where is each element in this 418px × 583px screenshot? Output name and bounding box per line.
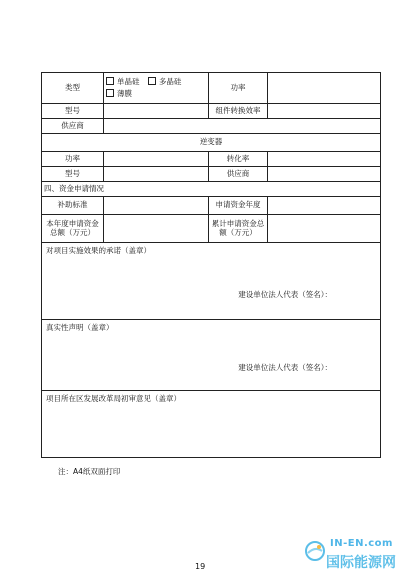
truthfulness-row	[42, 320, 381, 391]
type-label: 类型	[42, 73, 104, 104]
review-row	[42, 391, 381, 458]
inv-power-label: 功率	[42, 152, 104, 167]
page-number: 19	[195, 562, 206, 571]
subsidy-label: 补助标准	[42, 197, 104, 215]
apply-year-field[interactable]	[268, 197, 381, 215]
truthfulness-title: 真实性声明（盖章）	[46, 323, 114, 332]
option-thin-film[interactable]: 薄膜	[106, 89, 132, 98]
efficiency-field[interactable]	[268, 104, 381, 119]
efficiency-label: 组件转换效率	[209, 104, 268, 119]
apply-year-label: 申请资金年度	[209, 197, 268, 215]
globe-logo-icon	[304, 540, 326, 562]
model-field[interactable]	[104, 104, 209, 119]
module-type-row	[42, 73, 381, 104]
commitment-signature-label: 建设单位法人代表（签名）：	[238, 290, 332, 299]
model-label: 型号	[42, 104, 104, 119]
total-label: 累计申请资金总额（万元）	[209, 215, 268, 243]
power-field[interactable]	[268, 73, 381, 104]
subsidy-row	[42, 197, 381, 215]
inverter-power-row	[42, 152, 381, 167]
this-year-field[interactable]	[104, 215, 209, 243]
watermark-domain: IN-EN.com	[330, 538, 393, 549]
supplier-field[interactable]	[104, 119, 381, 134]
inverter-header-row	[42, 134, 381, 152]
checkbox-icon[interactable]	[148, 77, 156, 85]
truthfulness-cell[interactable]	[42, 320, 381, 391]
review-title: 项目所在区发展改革局初审意见（盖章）	[46, 394, 181, 403]
watermark-brand: 国际能源网	[326, 555, 396, 571]
section4-row	[42, 182, 381, 197]
print-note: 注：A4纸双面打印	[58, 467, 121, 476]
watermark	[304, 538, 414, 578]
commitment-row	[42, 243, 381, 320]
module-supplier-row	[42, 119, 381, 134]
option-mono[interactable]: 单晶硅	[106, 77, 140, 86]
commitment-title: 对项目实施效果的承诺（盖章）	[46, 246, 151, 255]
checkbox-icon[interactable]	[106, 89, 114, 97]
this-year-label: 本年度申请资金总额（万元）	[42, 215, 104, 243]
subsidy-field[interactable]	[104, 197, 209, 215]
inv-supplier-label: 供应商	[209, 167, 268, 182]
inv-supplier-field[interactable]	[268, 167, 381, 182]
option-poly[interactable]: 多晶硅	[148, 77, 182, 86]
funds-row	[42, 215, 381, 243]
inverter-model-row	[42, 167, 381, 182]
checkbox-icon[interactable]	[106, 77, 114, 85]
module-model-row	[42, 104, 381, 119]
application-form-table	[41, 72, 381, 458]
supplier-label: 供应商	[42, 119, 104, 134]
section4-title: 四、资金申请情况	[42, 182, 381, 197]
inv-model-field[interactable]	[104, 167, 209, 182]
inv-model-label: 型号	[42, 167, 104, 182]
conversion-label: 转化率	[209, 152, 268, 167]
commitment-cell[interactable]	[42, 243, 381, 320]
inv-power-field[interactable]	[104, 152, 209, 167]
conversion-field[interactable]	[268, 152, 381, 167]
power-label: 功率	[209, 73, 268, 104]
total-field[interactable]	[268, 215, 381, 243]
truthfulness-signature-label: 建设单位法人代表（签名）：	[238, 363, 332, 372]
inverter-title: 逆变器	[42, 134, 381, 152]
review-cell[interactable]	[42, 391, 381, 458]
type-options	[104, 73, 209, 104]
